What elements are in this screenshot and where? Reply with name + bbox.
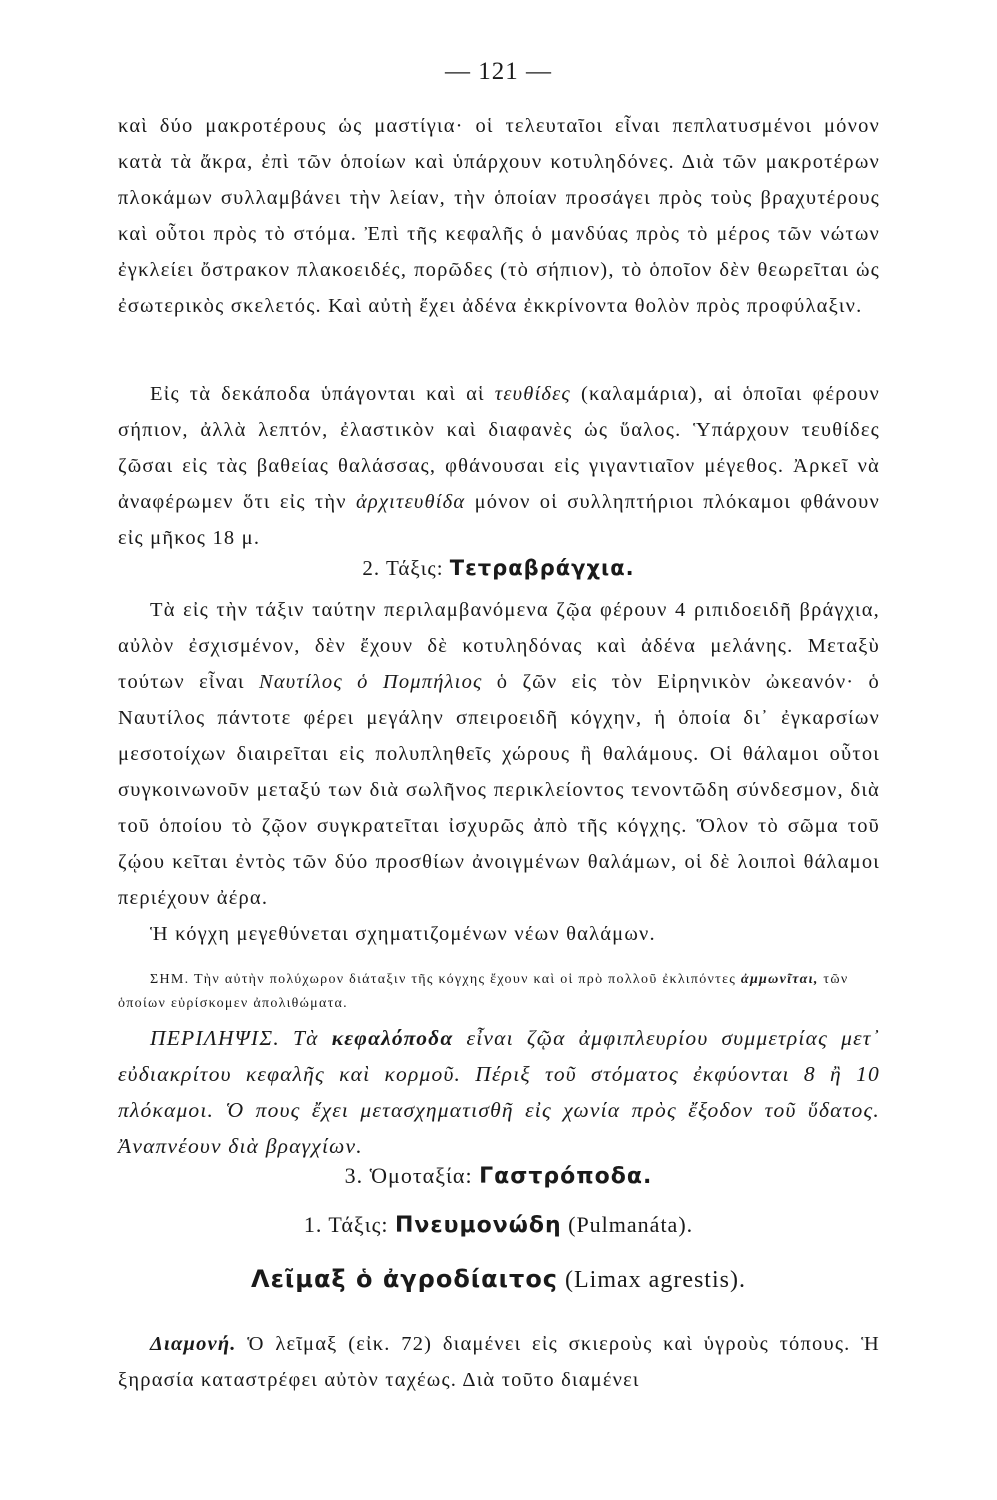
term-cephalopoda: κεφαλόποδα <box>331 1026 454 1050</box>
note-text <box>118 968 880 1016</box>
section-heading-species <box>0 1265 997 1294</box>
summary-label: ΠΕΡΙΛΗΨΙΣ. Τὰ <box>150 1026 332 1050</box>
text-run: Εἰς τὰ δεκάποδα ὑπάγονται καὶ αἱ <box>150 383 495 405</box>
paragraph-squids <box>118 376 880 556</box>
text-run: Ὁ λεῖμαξ (εἰκ. 72) διαμένει εἰς σκιεροὺς καὶ ὑγροὺς τόπους. Ἡ ξηρασία καταστρέφει αὐτὸν ταχέως. Διὰ τοῦτο διαμένει <box>118 1333 880 1391</box>
paragraph-cephalopod-tentacles <box>118 108 880 324</box>
heading-latin: (Limax agrestis). <box>558 1267 746 1293</box>
heading-label: 2. Τάξις: <box>362 556 450 580</box>
heading-name: Πνευμονώδη <box>394 1213 562 1238</box>
section-heading-order-2 <box>0 556 997 581</box>
text-run: ὁ ζῶν εἰς τὸν Εἰρηνικὸν ὠκεανόν· ὁ Ναυτίλος πάντοτε φέρει μεγάλην σπειροειδῆ κόγχην, ἡ ὁποία δι᾽ ἐγκαρσίων μεσοτοίχων διαιρεῖται εἰς πολυπληθεῖς χώρους ἢ θαλάμους. Οἱ θάλαμοι οὗτοι συγκοινωνοῦν μεταξύ των διὰ σωλῆνος περικλείοντος τενοντῶδη σύνδεσμον, διὰ τοῦ ὁποίου τὸ ζῷον συγκρατεῖται ἰσχυρῶς ἀπὸ τῆς κόγχης. Ὅλον τὸ σῶμα τοῦ ζῴου κεῖται ἐντὸς τῶν δύο προσθίων ἀνοιγμένων θαλάμων, οἱ δὲ λοιποὶ θάλαμοι περιέχουν ἀέρα. <box>118 671 880 909</box>
text-run: (καλαμάρια), αἱ ὁποῖαι φέρουν σήπιον, ἀλλὰ λεπτόν, ἐλαστικὸν καὶ διαφανὲς ὡς ὕαλος. Ὑπάρχουν τευθίδες ζῶσαι εἰς τὰς βαθείας θαλάσσας, φθάνουσαι εἰς γιγαντιαῖον μέγεθος. Ἀρκεῖ νὰ ἀναφέρωμεν ὅτι εἰς τὴν <box>118 383 880 513</box>
term-ammonites: ἀμμωνῖται, <box>740 972 819 987</box>
paragraph-habitat <box>118 1326 880 1398</box>
subheading-habitat: Διαμονή. <box>150 1333 237 1355</box>
page-number: — 121 — <box>445 58 552 85</box>
heading-label: 3. Ὁμοταξία: <box>344 1163 480 1188</box>
term-nautilus: Ναυτίλος ὁ Πομπήλιος <box>258 671 483 693</box>
term-teuthides: τευθίδες <box>494 383 571 405</box>
section-heading-order-1 <box>0 1212 997 1238</box>
text-run: Τὰ εἰς τὴν τάξιν ταύτην περιλαμβανόμενα ζῷα φέρουν 4 ριπιδοειδῆ βράγχια, αὐλὸν ἐσχισμένον, δὲν ἔχουν δὲ κοτυληδόνας καὶ ἀδένα μελάνης. Μεταξὺ τούτων εἶναι <box>118 599 880 693</box>
paragraph-text <box>118 1326 880 1398</box>
text-run: τῶν ὁποίων εὑρίσκομεν ἀπολιθώματα. <box>118 972 849 1011</box>
paragraph-nautilus <box>118 592 880 952</box>
heading-name: Τετραβράγχια. <box>449 556 635 580</box>
paragraph-text <box>118 592 880 916</box>
text-run: μόνον οἱ συλληπτήριοι πλόκαμοι φθάνουν εἰς μῆκος 18 μ. <box>118 491 880 549</box>
heading-name: Λεῖμαξ ὁ ἀγροδίαιτος <box>251 1265 559 1293</box>
footnote-ammonites <box>118 968 880 1016</box>
summary-paragraph <box>118 1020 880 1164</box>
paragraph-shell-growth: Ἡ κόγχη μεγεθύνεται σχηματιζομένων νέων θαλάμων. <box>150 923 656 945</box>
heading-label: 1. Τάξις: <box>303 1212 395 1237</box>
summary-text <box>118 1020 880 1164</box>
heading-name: Γαστρόποδα. <box>479 1164 653 1189</box>
heading-latin: (Pulmanáta). <box>561 1212 694 1237</box>
paragraph-text: καὶ δύο μακροτέρους ὡς μαστίγια· οἱ τελευταῖοι εἶναι πεπλατυσμένοι μόνον κατὰ τὰ ἄκρα, ἐπὶ τῶν ὁποίων καὶ ὑπάρχουν κοτυληδόνες. Διὰ τῶν μακροτέρων πλοκάμων συλλαμβάνει τὴν λείαν, τὴν ὁποίαν προσάγει πρὸς τοὺς βραχυτέρους καὶ οὗτοι πρὸς τὸ στόμα. Ἐπὶ τῆς κεφαλῆς ὁ μανδύας πρὸς τὸ μέρος τῶν νώτων ἐγκλείει ὄστρακον πλακοειδές, πορῶδες (τὸ σήπιον), τὸ ὁποῖον δὲν θεωρεῖται ὡς ἐσωτερικὸς σκελετός. Καὶ αὐτὴ ἔχει ἀδένα ἐκκρίνοντα θολὸν πρὸς προφύλαξιν. <box>118 115 880 317</box>
text-run: εἶναι ζῷα ἀμφιπλευρίου συμμετρίας μετ᾽ εὐδιακρίτου κεφαλῆς καὶ κορμοῦ. Πέριξ τοῦ στόματος ἐκφύονται 8 ἢ 10 πλόκαμοι. Ὁ πους ἔχει μετασχηματισθῆ εἰς χωνία πρὸς ἔξοδον τοῦ ὕδατος. Ἀναπνέουν διὰ βραγχίων. <box>118 1026 881 1158</box>
paragraph-text <box>118 376 880 556</box>
term-architeuthis: ἀρχιτευθίδα <box>355 491 466 513</box>
section-heading-class-3 <box>0 1163 997 1189</box>
text-run: ΣΗΜ. Τὴν αὐτὴν πολύχωρον διάταξιν τῆς κόγχης ἔχουν καὶ οἱ πρὸ πολλοῦ ἐκλιπόντες <box>150 972 741 987</box>
